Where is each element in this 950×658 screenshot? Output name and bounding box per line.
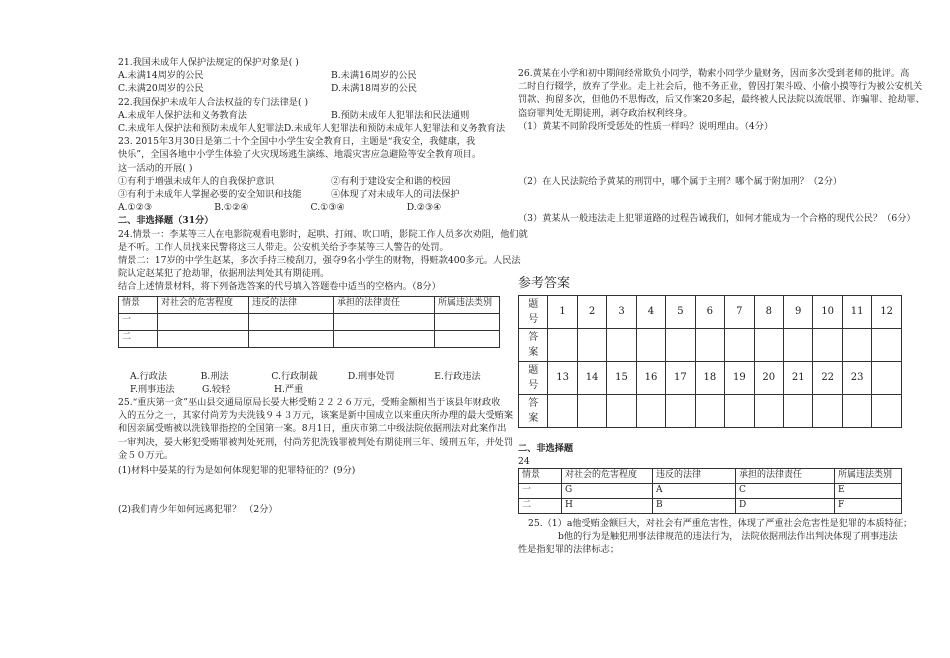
q25-line1: 25.“重庆第一贪”巫山县交通局原局长晏大彬受贿２２２６万元，受贿金额相当于该县年财政收 <box>118 397 501 409</box>
table-cell: F <box>835 499 902 514</box>
table-cell: E <box>835 484 902 499</box>
table-header: 情景 <box>119 296 158 313</box>
q22-option-b: B.预防未成年人犯罪法和民法通则 <box>331 109 470 121</box>
table-header: 承担的法律责任 <box>334 296 435 313</box>
answer-cell[interactable] <box>813 328 842 361</box>
q26-sub1: （1）黄某不同阶段所受惩处的性质一样吗？说明理由。（4分） <box>518 120 774 132</box>
question-number: 11 <box>842 295 871 328</box>
q26-sub3: （3）黄某从一般违法走上犯罪道路的过程告诫我们，如何才能成为一个合格的现代公民？（6分） <box>518 213 916 225</box>
question-number: 9 <box>784 295 813 328</box>
q23-statement-4: ④体现了对未成年人的司法保护 <box>331 189 460 201</box>
blank-cell[interactable] <box>249 330 334 347</box>
table-row <box>519 484 902 499</box>
table-row <box>119 313 500 330</box>
choice-h: H.严重 <box>274 383 304 395</box>
question-number: 16 <box>636 361 665 394</box>
answer-cell[interactable] <box>577 394 606 427</box>
right-column <box>518 0 925 557</box>
table-cell: G <box>562 484 653 499</box>
q21-stem: 21.我国未成年人保护法规定的保护对象是( ) <box>118 57 299 68</box>
answer-cell[interactable] <box>842 328 871 361</box>
q21-options-row1 <box>118 69 503 82</box>
question-number: 4 <box>636 295 665 328</box>
q21-option-a: A.未满14周岁的公民 <box>118 70 204 82</box>
answers-q24-number: 24 <box>518 455 530 467</box>
row-label: 一 <box>119 313 158 330</box>
table-header: 所属违法类别 <box>435 296 500 313</box>
answers-section2-title: 二、非选择题 <box>518 442 574 454</box>
choice-e: E.行政违法 <box>434 370 481 382</box>
q26-line1: 26.黄某在小学和初中期间经常欺负小同学，勒索小同学少量财务，因而多次受到老师的批评。高 <box>518 68 910 79</box>
question-number: 17 <box>666 361 695 394</box>
table-header: 违反的法律 <box>249 296 334 313</box>
answer-cell[interactable] <box>784 394 813 427</box>
q25-answer-line1: 25.（1）a他受贿金额巨大，对社会有严重危害性，体现了严重社会危害性是犯罪的本质特征； <box>528 518 913 530</box>
choice-d: D.刑事处罚 <box>347 370 395 382</box>
q25-line3: 和因亲属受贿被以洗钱罪指控的全国第一案。8月1日，重庆市第二中级法院依据刑法对此案作出 <box>118 423 507 435</box>
q24-line5: 结合上述情景材料，将下列备选答案的代号填入答题卷中适当的空格内。（8分） <box>118 281 441 293</box>
table-header-row <box>119 296 500 313</box>
q22-stem: 22.我国保护未成年人合法权益的专门法律是( ) <box>118 96 309 108</box>
answer-cell[interactable] <box>607 328 636 361</box>
question-number: 19 <box>725 361 754 394</box>
q22-options-row1 <box>118 109 503 122</box>
q25-answer-line2: b他的行为是触犯刑事法律规范的违法行为， 法院依据刑法作出判决体现了刑事违法 <box>558 531 898 543</box>
blank-cell[interactable] <box>435 330 500 347</box>
answer-cell[interactable] <box>695 394 724 427</box>
choice-b: B.刑法 <box>200 370 229 382</box>
choice-g: G.较轻 <box>202 383 231 395</box>
answer-cell[interactable] <box>725 328 754 361</box>
question-number: 14 <box>577 361 606 394</box>
q21-option-d: D.未满18周岁的公民 <box>331 83 417 95</box>
q23-statements-row1 <box>118 175 503 188</box>
table-cell: D <box>736 499 835 514</box>
q26-line3: 罚款、拘留多次，但他仍不思悔改，后又作案20多起，最终被人民法院以流氓罪、诈骗罪、抢劫罪、 <box>518 94 925 106</box>
q22-options-row2 <box>118 122 506 135</box>
answers-q24-table <box>518 468 902 514</box>
question-number: 13 <box>548 361 577 394</box>
q24-line3: 情景二：17岁的中学生赵某，多次手持三棱刮刀，强夺9名小学生的财物，得赃款400多元。人民法 <box>118 255 521 267</box>
q25-line5: 金５０万元。 <box>118 449 174 461</box>
table-header: 对社会的危害程度 <box>562 469 653 484</box>
q24-choices-row1 <box>118 370 503 383</box>
q23-statement-1: ①有利于增强未成年人的自我保护意识 <box>118 175 275 187</box>
question-number: 23 <box>842 361 871 394</box>
table-header: 违反的法律 <box>653 469 736 484</box>
q25-sub2: (2)我们青少年如何远离犯罪？ （2分） <box>118 504 278 516</box>
answer-table <box>518 295 902 428</box>
table-row <box>519 295 902 328</box>
blank-cell[interactable] <box>435 313 500 330</box>
q23-options <box>118 201 503 214</box>
table-header: 对社会的危害程度 <box>158 296 249 313</box>
table-cell: A <box>653 484 736 499</box>
q26-line2: 二时自行辍学，放弃了学业。走上社会后，他不务正业，曾因打架斗殴、小偷小摸等行为被公安机关 <box>518 81 923 93</box>
table-header: 情景 <box>519 469 562 484</box>
answer-label: 答 案 <box>519 328 548 361</box>
question-number: 8 <box>754 295 783 328</box>
table-header: 承担的法律责任 <box>736 469 835 484</box>
blank-cell[interactable] <box>334 313 435 330</box>
q23-option-c: C.①③④ <box>310 202 345 214</box>
answer-cell[interactable] <box>636 328 665 361</box>
question-number: 21 <box>784 361 813 394</box>
table-row <box>119 330 500 347</box>
answer-label: 答 案 <box>519 394 548 427</box>
answer-cell[interactable] <box>872 394 902 427</box>
q24-line2: 是不听。工作人员找来民警将这三人带走。公安机关给予李某等三人警告的处罚。 <box>118 241 449 253</box>
answer-cell[interactable] <box>666 328 695 361</box>
answer-cell[interactable] <box>666 394 695 427</box>
answer-cell[interactable] <box>872 328 902 361</box>
table-row <box>519 361 902 394</box>
section2-title: 二、非选择题（31分） <box>118 215 214 227</box>
q24-line1: 24.情景一：李某等三人在电影院观看电影时，起哄、打闹、吹口哨，影院工作人员多次劝阻，他们就 <box>118 228 528 240</box>
question-number: 6 <box>695 295 724 328</box>
answer-cell[interactable] <box>548 394 577 427</box>
question-number: 5 <box>666 295 695 328</box>
blank-cell[interactable] <box>249 313 334 330</box>
q26-line4: 盗窃罪判处无期徒刑，剥夺政治权利终身。 <box>518 107 693 119</box>
table-row <box>519 499 902 514</box>
table-row <box>519 328 902 361</box>
answer-cell[interactable] <box>607 394 636 427</box>
answers-title: 参考答案 <box>518 276 571 292</box>
table-cell: H <box>562 499 653 514</box>
q23-option-a: A.①②③ <box>118 202 153 214</box>
table-cell: 二 <box>519 499 562 514</box>
q22-option-d: D.未成年人犯罪法和预防未成年人犯罪法和义务教育法 <box>283 123 506 135</box>
question-number: 3 <box>607 295 636 328</box>
choice-a: A.行政法 <box>130 370 168 382</box>
question-number-label: 题 号 <box>519 295 548 328</box>
question-number-label: 题 号 <box>519 361 548 394</box>
answer-cell[interactable] <box>577 328 606 361</box>
q23-statement-2: ②有利于建设安全和谐的校园 <box>331 175 451 187</box>
q24-line4: 院认定赵某犯了抢劫罪，依据刑法判处其有期徒刑。 <box>118 268 330 280</box>
q23-statements-row2 <box>118 188 503 201</box>
q23-option-d: D.②③④ <box>406 202 442 214</box>
answer-cell[interactable] <box>754 328 783 361</box>
q25-line2: 入的五分之一，其家付尚芳为夫洗钱９４３万元，该案是新中国成立以来重庆所办理的最大受贿案 <box>118 410 514 422</box>
q22-option-c: C.未成年人保护法和预防未成年人犯罪法 <box>118 123 284 135</box>
q23-line1: 23. 2015年3月30日是第二十个全国中小学生安全教育日，主题是“我安全，我健康，我 <box>118 136 476 148</box>
question-number <box>872 361 902 394</box>
table-cell: B <box>653 499 736 514</box>
answer-cell[interactable] <box>725 394 754 427</box>
table-header-row <box>519 469 902 484</box>
question-number: 7 <box>725 295 754 328</box>
answer-cell[interactable] <box>636 394 665 427</box>
blank-cell[interactable] <box>158 313 249 330</box>
answer-cell[interactable] <box>842 394 871 427</box>
table-cell: 一 <box>519 484 562 499</box>
choice-c: C.行政制裁 <box>271 370 318 382</box>
q21-options-row2 <box>118 82 503 95</box>
q23-statement-3: ③有利于未成年人掌握必要的安全知识和技能 <box>118 189 302 201</box>
question-number: 2 <box>577 295 606 328</box>
answer-cell[interactable] <box>695 328 724 361</box>
blank-cell[interactable] <box>158 330 249 347</box>
q25-line4: 一审判决，晏大彬犯受贿罪被判处死刑，付尚芳犯洗钱罪被判处有期徒刑三年、缓刑五年，并处罚 <box>118 436 514 448</box>
row-label: 二 <box>119 330 158 347</box>
q25-answer-line3: 性是指犯罪的法律标志； <box>518 544 620 556</box>
q22-option-a: A.未成年人保护法和义务教育法 <box>118 109 247 121</box>
answer-cell[interactable] <box>754 394 783 427</box>
question-number: 15 <box>607 361 636 394</box>
question-number: 20 <box>754 361 783 394</box>
q26-sub2: （2）在人民法院给予黄某的刑罚中，哪个属于主刑？哪个属于附加刑？（2分） <box>518 176 843 188</box>
question-number: 1 <box>548 295 577 328</box>
blank-cell[interactable] <box>334 330 435 347</box>
answer-cell[interactable] <box>548 328 577 361</box>
answer-cell[interactable] <box>813 394 842 427</box>
q23-line2: 快乐”，全国各地中小学生体验了火灾现场逃生演练、地震灾害应急避险等安全教育项目。 <box>118 149 482 161</box>
q23-line3: 这一活动的开展( ) <box>118 162 193 174</box>
q23-option-b: B.①②④ <box>214 202 249 214</box>
table-row <box>519 394 902 427</box>
question-number: 22 <box>813 361 842 394</box>
answer-cell[interactable] <box>784 328 813 361</box>
q21-option-b: B.未满16周岁的公民 <box>331 70 417 82</box>
choice-f: F.刑事违法 <box>130 383 175 395</box>
table-cell: C <box>736 484 835 499</box>
question-number: 12 <box>872 295 902 328</box>
table-header: 所属违法类别 <box>835 469 902 484</box>
question-number: 18 <box>695 361 724 394</box>
q25-sub1: (1)材料中晏某的行为是如何体现犯罪的犯罪特征的？(9分) <box>118 465 356 477</box>
q24-choices-row2 <box>118 383 503 396</box>
q21-option-c: C.未满20周岁的公民 <box>118 83 204 95</box>
q24-situation-table <box>118 296 500 348</box>
left-column <box>118 0 528 516</box>
question-number: 10 <box>813 295 842 328</box>
